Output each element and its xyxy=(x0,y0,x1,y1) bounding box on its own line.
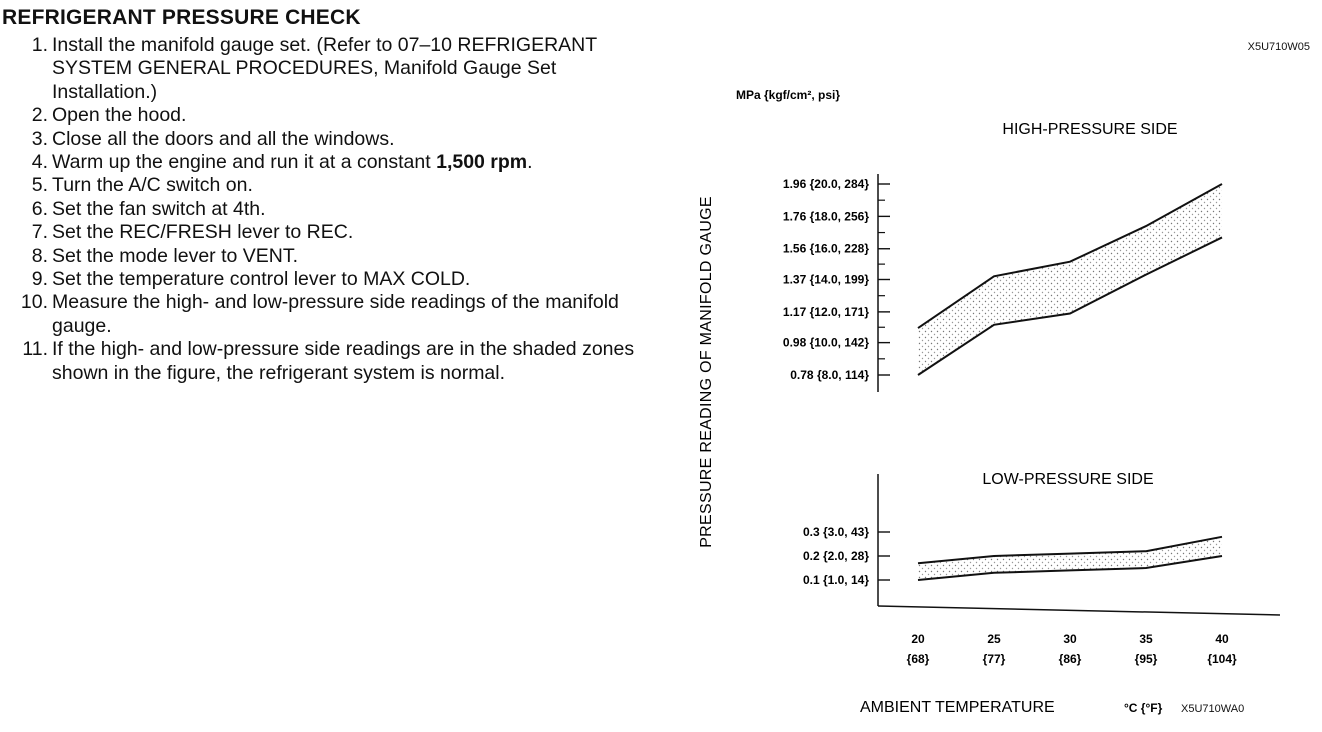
figure-code-bottom: X5U710WA0 xyxy=(1181,703,1245,715)
high-pressure-shaded-zone xyxy=(918,184,1222,375)
x-axis-title: AMBIENT TEMPERATURE xyxy=(860,699,1055,716)
step-text: Set the temperature control lever to MAX COLD. xyxy=(52,268,471,291)
step-number: 9. xyxy=(31,268,48,291)
x-tick-label-celsius: 30 xyxy=(1063,632,1077,646)
step-text: Open the hood. xyxy=(52,104,187,127)
y-axis-title: PRESSURE READING OF MANIFOLD GAUGE xyxy=(698,196,715,548)
step-text: Measure the high- and low-pressure side readings of the manifold gauge. xyxy=(52,291,619,337)
step-emphasis: 1,500 rpm xyxy=(436,151,528,174)
high-pressure-title: HIGH-PRESSURE SIDE xyxy=(1002,121,1178,138)
x-tick-label-celsius: 40 xyxy=(1215,632,1229,646)
step-number: 5. xyxy=(31,174,48,197)
step-number: 1. xyxy=(31,34,48,56)
high-y-tick-label: 0.78 {8.0, 114} xyxy=(790,368,869,382)
x-tick-label-fahrenheit: {86} xyxy=(1058,652,1082,666)
page-title: REFRIGERANT PRESSURE CHECK xyxy=(2,6,361,29)
step-number: 11. xyxy=(22,338,48,361)
x-tick-label-fahrenheit: {77} xyxy=(982,652,1006,666)
x-tick-label-celsius: 25 xyxy=(987,632,1001,646)
step-number: 4. xyxy=(31,151,48,174)
x-tick-label-fahrenheit: {95} xyxy=(1134,652,1158,666)
x-tick-label-celsius: 35 xyxy=(1139,632,1153,646)
figure-code-top: X5U710W05 xyxy=(1247,41,1310,53)
step-text: Set the fan switch at 4th. xyxy=(52,197,266,220)
low-y-tick-label: 0.2 {2.0, 28} xyxy=(802,549,869,563)
low-y-tick-label: 0.3 {3.0, 43} xyxy=(802,525,869,539)
step-number: 8. xyxy=(31,244,48,267)
step-text: Close all the doors and all the windows. xyxy=(52,127,395,150)
step-number: 3. xyxy=(31,127,48,150)
step-text: Install the manifold gauge set. (Refer to 07–10 REFRIGERANT SYSTEM GENERAL PROCEDURES, Manifold Gauge Set Installation.) xyxy=(52,34,597,103)
high-y-tick-label: 1.96 {20.0, 284} xyxy=(782,177,869,191)
step-text: Set the REC/FRESH lever to REC. xyxy=(52,221,354,244)
step-number: 7. xyxy=(31,221,48,244)
x-tick-label-fahrenheit: {104} xyxy=(1207,652,1237,666)
step-number: 10. xyxy=(20,291,48,314)
step-text: Set the mode lever to VENT. xyxy=(52,244,299,267)
x-axis-line xyxy=(878,606,1280,615)
high-y-tick-label: 1.56 {16.0, 228} xyxy=(782,241,869,256)
low-pressure-title: LOW-PRESSURE SIDE xyxy=(982,471,1154,488)
step-number: 2. xyxy=(31,104,48,127)
high-y-tick-label: 1.76 {18.0, 256} xyxy=(782,209,869,224)
step-text: Warm up the engine and run it at a constant xyxy=(52,151,437,174)
high-y-tick-label: 0.98 {10.0, 142} xyxy=(782,335,869,350)
x-tick-label-fahrenheit: {68} xyxy=(906,652,930,666)
x-tick-label-celsius: 20 xyxy=(911,632,925,646)
x-axis-unit: °C {°F} xyxy=(1124,701,1163,715)
step-text: Turn the A/C switch on. xyxy=(52,174,253,197)
high-y-tick-label: 1.37 {14.0, 199} xyxy=(782,272,869,287)
low-y-tick-label: 0.1 {1.0, 14} xyxy=(802,573,869,587)
step-text-end: . xyxy=(527,151,533,174)
y-axis-unit-label: MPa {kgf/cm², psi} xyxy=(736,88,841,102)
high-y-tick-label: 1.17 {12.0, 171} xyxy=(782,304,869,319)
step-text: If the high- and low-pressure side readings are in the shaded zones shown in the figure, the refrigerant system is normal. xyxy=(52,338,635,384)
step-number: 6. xyxy=(31,197,48,220)
